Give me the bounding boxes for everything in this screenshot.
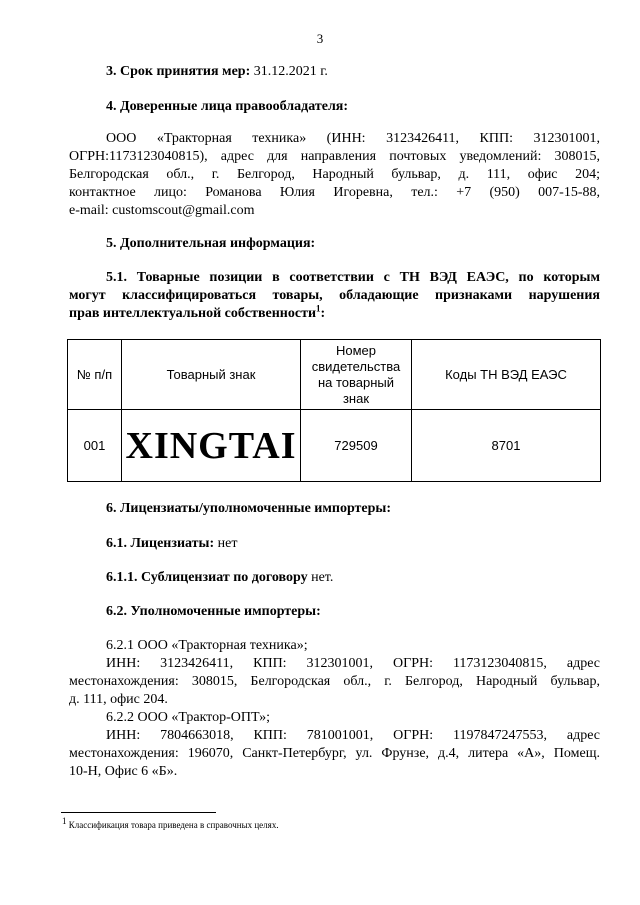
text-part: : [320,306,326,321]
email-line: e-mail: customscout@gmail.com [69,203,255,218]
text-line: 6.2.2 ООО «Трактор-ОПТ»; [106,710,271,725]
footnote-divider [61,812,216,813]
header-cert: Номер свидетельства на товарный знак [301,340,412,410]
section-4-body [69,130,600,220]
text-line: местонахождения: 196070, Санкт-Петербург, ул. Фрунзе, д.4, литера «А», Помещ. [69,746,600,761]
text-line: могут классифицироваться товары, обладающие признаками нарушения [69,288,600,303]
text-line [69,305,600,323]
footnote [62,816,279,830]
header-codes: Коды ТН ВЭД ЕАЭС [412,340,601,410]
text-line: ОГРН:1173123040815), адрес для направления почтовых уведомлений: 308015, [69,149,600,164]
page-number: 3 [316,31,324,46]
importer-1 [69,637,600,709]
text-line: 6.2.1 ООО «Тракторная техника»; [106,638,308,653]
section-6-1 [106,535,237,553]
cell-cert: 729509 [301,410,412,482]
section-5-heading: 5. Дополнительная информация: [106,236,316,251]
footnote-text: Классификация товара приведена в справочных целях. [66,820,279,830]
section-5-1 [69,269,600,323]
text-line: 10-Н, Офис 6 «Б». [69,764,178,779]
section-4-heading: 4. Доверенные лица правообладателя: [106,99,349,114]
table-header-row [68,340,601,410]
text-line: ООО «Тракторная техника» (ИНН: 3123426411, КПП: 312301001, [106,131,600,146]
section-6-1-1-label: 6.1.1. Сублицензиат по договору [106,570,308,585]
section-3-label: 3. Срок принятия мер: [106,64,251,79]
footnote-mark: 1 [62,816,67,826]
text-line: Белгородская обл., г. Белгород, Народный бульвар, д. 111, офис 204; [69,167,600,182]
trademark-logo: XINGTAI [122,410,301,482]
section-6-1-value: нет [214,536,238,551]
importer-2 [69,709,600,781]
section-3 [106,63,328,81]
section-6-1-1 [106,569,333,587]
text-line: ИНН: 7804663018, КПП: 781001001, ОГРН: 1197847247553, адрес [106,728,600,743]
footnote-ref: 1 [316,303,321,314]
text-line: д. 111, офис 204. [69,692,168,707]
header-num: № п/п [68,340,122,410]
section-6-1-label: 6.1. Лицензиаты: [106,536,215,551]
table-row [68,410,601,482]
section-6-1-1-value: нет. [307,570,334,585]
cell-code: 8701 [412,410,601,482]
section-3-value: 31.12.2021 г. [250,64,328,79]
text-line: местонахождения: 308015, Белгородская обл., г. Белгород, Народный бульвар, [69,674,600,689]
text-line: 5.1. Товарные позиции в соответствии с ТН ВЭД ЕАЭС, по которым [106,270,600,285]
text-part: прав интеллектуальной собственности [69,306,317,321]
cell-num: 001 [68,410,122,482]
header-mark: Товарный знак [122,340,301,410]
text-line: ИНН: 3123426411, КПП: 312301001, ОГРН: 1173123040815, адрес [106,656,600,671]
trademark-table [67,339,601,482]
text-line: контактное лицо: Романова Юлия Игоревна, тел.: +7 (950) 007-15-88, [69,185,600,200]
section-6-2-heading: 6.2. Уполномоченные импортеры: [106,604,321,619]
section-6-heading: 6. Лицензиаты/уполномоченные импортеры: [106,501,392,516]
